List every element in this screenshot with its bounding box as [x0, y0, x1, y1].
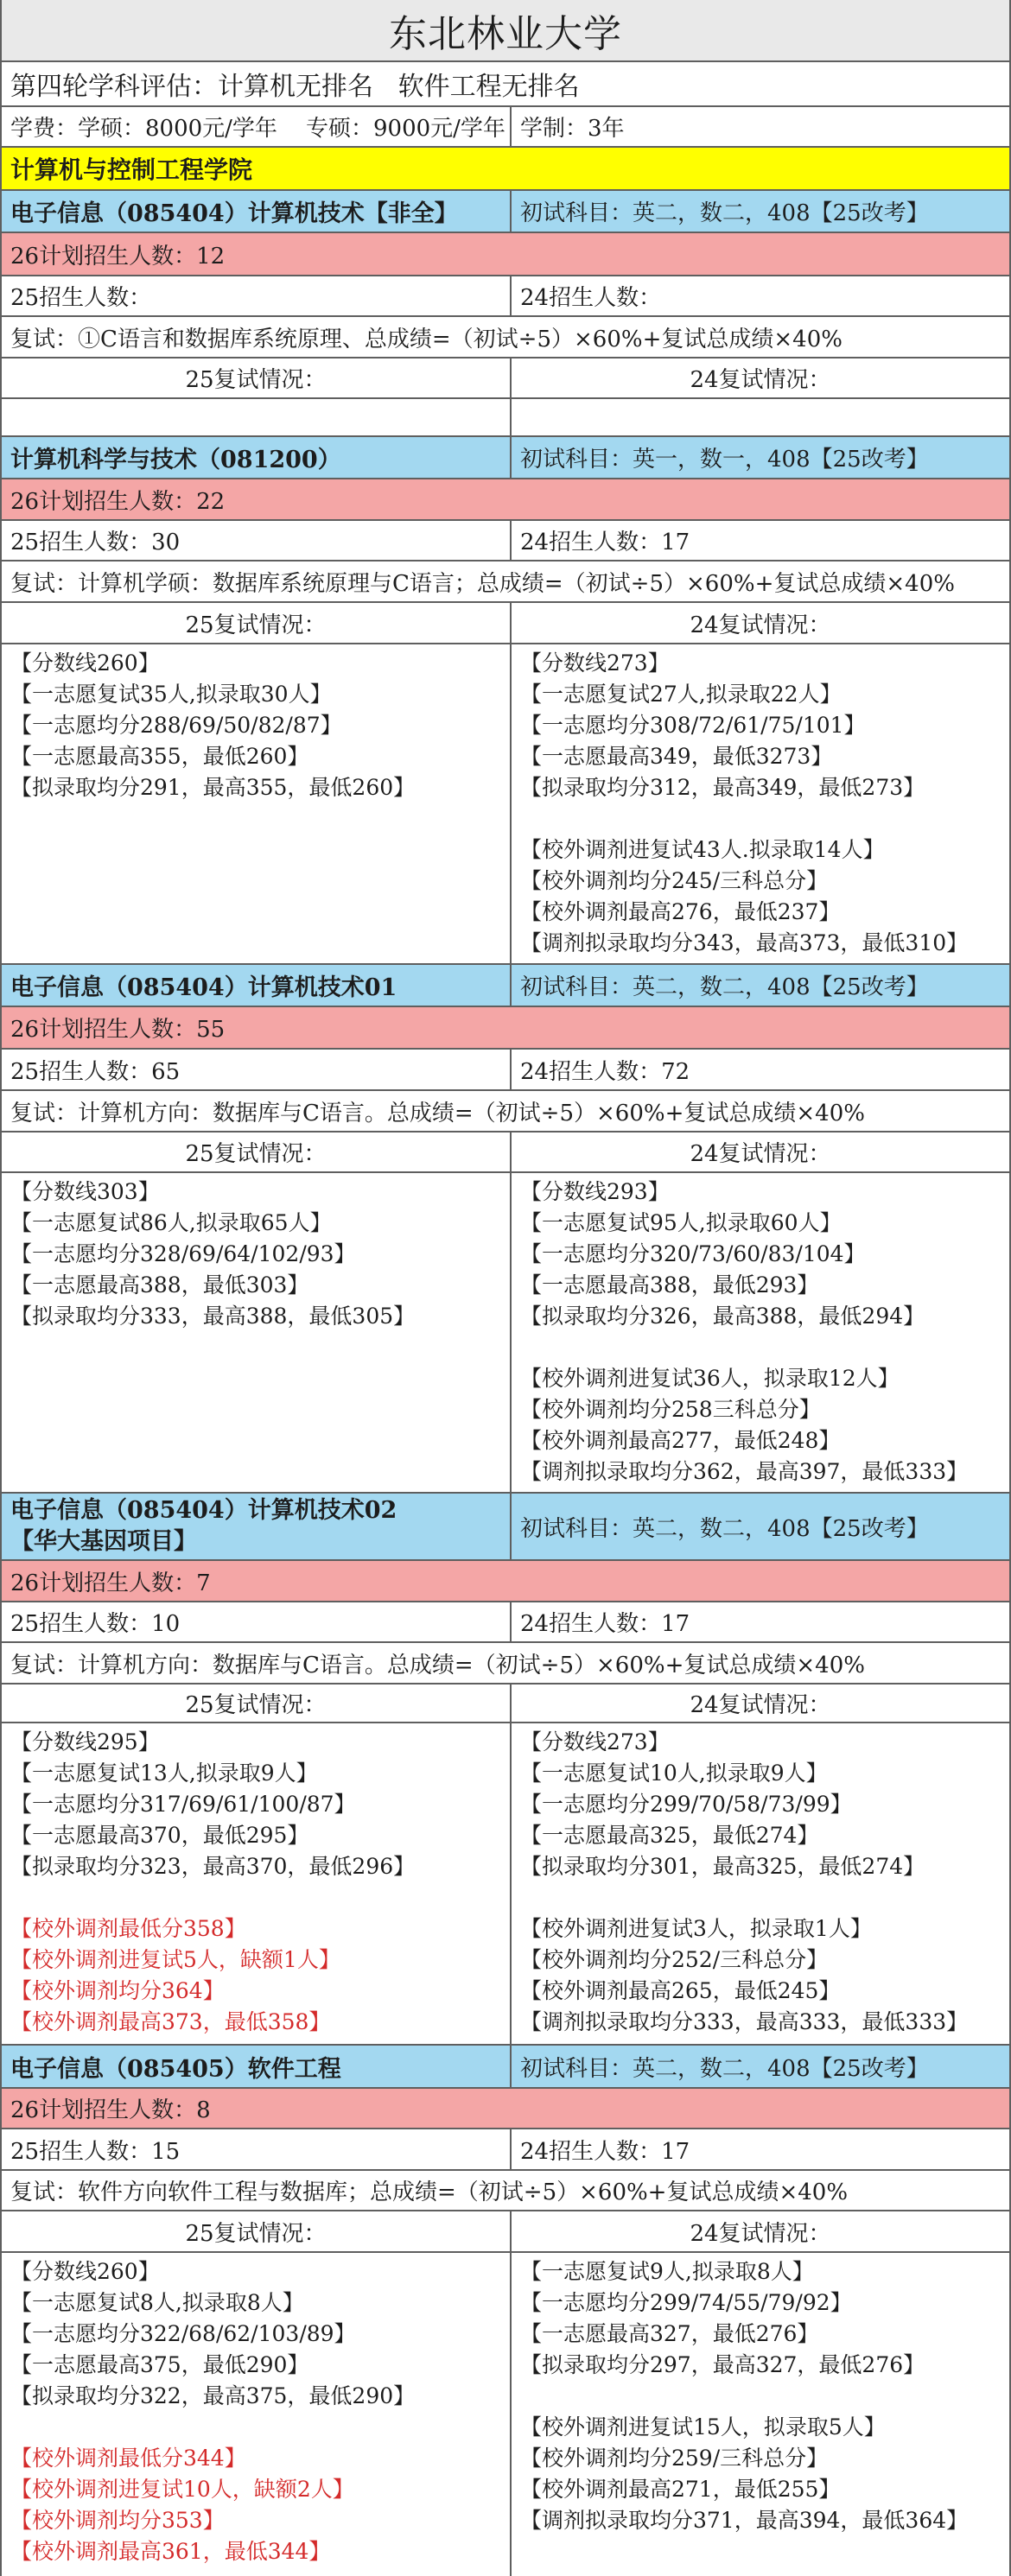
- retest-info: 复试：计算机方向：数据库与C语言。总成绩=（初试÷5）×60%+复试总成绩×40%: [10, 1100, 865, 1126]
- plan-2026: 26计划招生人数：12: [10, 243, 226, 270]
- retest-content-row: [0, 644, 1011, 965]
- discipline-ranking: 第四轮学科评估：计算机无排名 软件工程无排名: [10, 72, 580, 102]
- retest-info-row: [0, 1091, 1011, 1133]
- retest-line: 【拟录取均分312，最高349，最低273】: [520, 775, 925, 800]
- retest-line: 【拟录取均分297，最高327，最低276】: [520, 2352, 925, 2377]
- retest-line: 【一志愿最高355，最低260】: [10, 744, 309, 769]
- plan-2026: 26计划招生人数：8: [10, 2097, 211, 2123]
- retest-2024-list: [512, 2253, 1009, 2576]
- adjust-line: 【校外调剂最高276，最低237】: [520, 899, 841, 924]
- enroll-2024: 24招生人数：17: [520, 1611, 690, 1637]
- program-subtitle: 【华大基因项目】: [10, 1528, 197, 1555]
- retest-content-row: [0, 2253, 1011, 2576]
- retest-content-row: [0, 1173, 1011, 1494]
- retest-2024-label: 24复试情况：: [690, 2220, 831, 2247]
- program-header-row: [0, 965, 1011, 1007]
- enroll-2024: 24招生人数：: [520, 285, 662, 311]
- retest-2025-label: 25复试情况：: [2, 1685, 512, 1722]
- retest-2025-list: [2, 644, 512, 963]
- retest-header-row: [0, 1133, 1011, 1173]
- retest-2024-list: [512, 644, 1009, 963]
- plan-row: [0, 1007, 1011, 1050]
- exam-subjects: 初试科目：英二，数二，408【25改考】: [520, 1515, 929, 1542]
- adjust-line: 【校外调剂均分252/三科总分】: [520, 1947, 829, 1972]
- adjust-line-highlight: 【校外调剂最高373，最低358】: [10, 2009, 331, 2034]
- study-duration: 学制：3年: [520, 116, 625, 142]
- retest-2025-label: 25复试情况：: [2, 2211, 512, 2251]
- adjust-line: 【校外调剂均分258三科总分】: [520, 1397, 821, 1422]
- plan-row: [0, 479, 1011, 521]
- retest-info: 复试：①C语言和数据库系统原理、总成绩=（初试÷5）×60%+复试总成绩×40%: [10, 326, 842, 352]
- retest-2024-list: [512, 1723, 1009, 2044]
- retest-line: 【一志愿复试9人,拟录取8人】: [520, 2259, 814, 2284]
- retest-line: 【拟录取均分326，最高388，最低294】: [520, 1304, 925, 1329]
- adjust-line-highlight: 【校外调剂进复试10人，缺额2人】: [10, 2477, 354, 2502]
- university-title: 东北林业大学: [389, 12, 622, 56]
- program-header-row: [0, 191, 1011, 233]
- enroll-2025: 25招生人数：10: [2, 1602, 512, 1641]
- retest-info-row: [0, 1643, 1011, 1685]
- retest-line: 【分数线295】: [10, 1729, 160, 1754]
- adjust-line: 【调剂拟录取均分333，最高333，最低333】: [520, 2009, 969, 2034]
- college-name: 计算机与控制工程学院: [10, 155, 253, 184]
- enroll-row: [0, 2129, 1011, 2171]
- retest-header-row: [0, 358, 1011, 399]
- retest-2025-list: [2, 399, 512, 435]
- exam-subjects: 初试科目：英二，数二，408【25改考】: [520, 200, 929, 226]
- retest-info: 复试：计算机方向：数据库与C语言。总成绩=（初试÷5）×60%+复试总成绩×40%: [10, 1652, 865, 1678]
- enroll-row: [0, 1602, 1011, 1643]
- retest-line: 【一志愿最高388，最低303】: [10, 1272, 309, 1298]
- retest-line: 【分数线260】: [10, 650, 160, 676]
- enroll-row: [0, 1050, 1011, 1091]
- adjust-line: 【校外调剂最高271，最低255】: [520, 2477, 841, 2502]
- retest-line: 【一志愿均分299/74/55/79/92】: [520, 2290, 852, 2315]
- retest-info-row: [0, 2171, 1011, 2211]
- adjust-line-highlight: 【校外调剂均分353】: [10, 2508, 225, 2533]
- retest-line: 【一志愿均分328/69/64/102/93】: [10, 1241, 356, 1266]
- retest-line: 【拟录取均分323，最高370，最低296】: [10, 1854, 416, 1879]
- retest-2024-label: 24复试情况：: [690, 367, 831, 393]
- program-header-row: [0, 1494, 1011, 1561]
- plan-2026: 26计划招生人数：22: [10, 488, 226, 515]
- program-name: 电子信息（085404）计算机技术01: [2, 965, 512, 1006]
- retest-line: 【拟录取均分322，最高375，最低290】: [10, 2383, 416, 2408]
- adjust-line: 【调剂拟录取均分362，最高397，最低333】: [520, 1459, 969, 1484]
- retest-line: 【一志愿均分288/69/50/82/87】: [10, 713, 342, 738]
- adjust-line: 【调剂拟录取均分343，最高373，最低310】: [520, 930, 969, 955]
- program-name: 计算机科学与技术（081200）: [2, 437, 512, 478]
- retest-content-row: [0, 1723, 1011, 2046]
- enroll-2024: 24招生人数：17: [520, 530, 690, 555]
- program-name: 电子信息（085405）软件工程: [2, 2046, 512, 2087]
- retest-2025-list: [2, 1173, 512, 1492]
- retest-line: 【一志愿最高325，最低274】: [520, 1823, 819, 1848]
- retest-line: 【拟录取均分301，最高325，最低274】: [520, 1854, 925, 1879]
- retest-line: 【一志愿最高388，最低293】: [520, 1272, 819, 1298]
- adjust-line: 【调剂拟录取均分371，最高394，最低364】: [520, 2508, 969, 2533]
- retest-2025-label: 25复试情况：: [2, 603, 512, 643]
- title-row: [0, 0, 1011, 62]
- retest-line: 【分数线273】: [520, 650, 670, 676]
- retest-2024-label: 24复试情况：: [690, 1141, 831, 1167]
- retest-info-row: [0, 562, 1011, 603]
- retest-line: 【一志愿均分308/72/61/75/101】: [520, 713, 866, 738]
- retest-line: 【一志愿复试27人,拟录取22人】: [520, 682, 842, 707]
- exam-subjects: 初试科目：英二，数二，408【25改考】: [520, 974, 929, 1000]
- adjust-line: 【校外调剂进复试15人，拟录取5人】: [520, 2414, 886, 2440]
- adjust-line: 【校外调剂进复试36人，拟录取12人】: [520, 1366, 900, 1391]
- retest-line: 【拟录取均分291，最高355，最低260】: [10, 775, 416, 800]
- retest-info: 复试：软件方向软件工程与数据库；总成绩=（初试÷5）×60%+复试总成绩×40%: [10, 2179, 849, 2205]
- retest-content-row: [0, 399, 1011, 437]
- retest-line: 【一志愿复试86人,拟录取65人】: [10, 1210, 332, 1235]
- adjust-line: 【校外调剂进复试3人，拟录取1人】: [520, 1916, 872, 1941]
- retest-info: 复试：计算机学硕：数据库系统原理与C语言；总成绩=（初试÷5）×60%+复试总成绩×40%: [10, 570, 955, 597]
- tuition-row: [0, 107, 1011, 148]
- adjust-line-highlight: 【校外调剂最低分344】: [10, 2446, 246, 2471]
- retest-line: 【拟录取均分333，最高388，最低305】: [10, 1304, 416, 1329]
- adjust-line: 【校外调剂进复试43人.拟录取14人】: [520, 837, 885, 862]
- college-row: [0, 148, 1011, 191]
- plan-2026: 26计划招生人数：55: [10, 1017, 226, 1043]
- retest-header-row: [0, 1685, 1011, 1723]
- adjust-line: 【校外调剂均分245/三科总分】: [520, 868, 829, 893]
- program-name: 电子信息（085404）计算机技术02: [10, 1497, 397, 1524]
- adjust-line-highlight: 【校外调剂最高361，最低344】: [10, 2539, 331, 2564]
- retest-line: 【一志愿均分317/69/61/100/87】: [10, 1792, 356, 1817]
- retest-line: 【一志愿复试8人,拟录取8人】: [10, 2290, 304, 2315]
- tuition: 学费：学硕：8000元/学年 专硕：9000元/学年: [2, 107, 512, 146]
- adjust-line: 【校外调剂最高277，最低248】: [520, 1428, 841, 1453]
- retest-2025-list: [2, 2253, 512, 2576]
- retest-line: 【一志愿均分322/68/62/103/89】: [10, 2321, 356, 2346]
- adjust-line: 【校外调剂均分259/三科总分】: [520, 2446, 829, 2471]
- retest-line: 【一志愿复试35人,拟录取30人】: [10, 682, 332, 707]
- retest-2024-list: [512, 399, 1009, 435]
- enroll-2025: 25招生人数：15: [2, 2129, 512, 2169]
- enroll-row: [0, 521, 1011, 562]
- retest-line: 【一志愿均分299/70/58/73/99】: [520, 1792, 852, 1817]
- retest-line: 【一志愿最高375，最低290】: [10, 2352, 309, 2377]
- retest-2025-label: 25复试情况：: [2, 358, 512, 397]
- adjust-line-highlight: 【校外调剂最低分358】: [10, 1916, 246, 1941]
- plan-row: [0, 233, 1011, 276]
- exam-subjects: 初试科目：英一，数一，408【25改考】: [520, 447, 929, 473]
- program-header-row: [0, 437, 1011, 479]
- retest-info-row: [0, 317, 1011, 358]
- retest-2025-label: 25复试情况：: [2, 1133, 512, 1171]
- retest-line: 【分数线303】: [10, 1179, 160, 1204]
- program-name: 电子信息（085404）计算机技术【非全】: [2, 191, 512, 232]
- plan-row: [0, 2089, 1011, 2129]
- enroll-2025: 25招生人数：: [2, 276, 512, 315]
- retest-line: 【一志愿均分320/73/60/83/104】: [520, 1241, 866, 1266]
- program-header-row: [0, 2046, 1011, 2089]
- retest-line: 【一志愿最高370，最低295】: [10, 1823, 309, 1848]
- plan-row: [0, 1561, 1011, 1602]
- retest-header-row: [0, 2211, 1011, 2253]
- enroll-2025: 25招生人数：65: [2, 1050, 512, 1089]
- retest-line: 【分数线273】: [520, 1729, 670, 1754]
- retest-line: 【一志愿复试13人,拟录取9人】: [10, 1761, 318, 1786]
- retest-2024-list: [512, 1173, 1009, 1492]
- adjust-line-highlight: 【校外调剂进复试5人，缺额1人】: [10, 1947, 340, 1972]
- enroll-2025: 25招生人数：30: [2, 521, 512, 560]
- program-name-block: [2, 1494, 512, 1559]
- retest-2025-list: [2, 1723, 512, 2044]
- retest-header-row: [0, 603, 1011, 644]
- retest-line: 【一志愿复试95人,拟录取60人】: [520, 1210, 842, 1235]
- enroll-2024: 24招生人数：17: [520, 2138, 690, 2165]
- retest-line: 【一志愿最高327，最低276】: [520, 2321, 819, 2346]
- ranking-row: [0, 62, 1011, 107]
- retest-line: 【一志愿复试10人,拟录取9人】: [520, 1761, 828, 1786]
- exam-subjects: 初试科目：英二，数二，408【25改考】: [520, 2055, 929, 2082]
- adjust-line: 【校外调剂最高265，最低245】: [520, 1978, 841, 2003]
- retest-line: 【分数线260】: [10, 2259, 160, 2284]
- enroll-2024: 24招生人数：72: [520, 1058, 690, 1085]
- retest-line: 【一志愿最高349，最低3273】: [520, 744, 833, 769]
- adjust-line-highlight: 【校外调剂均分364】: [10, 1978, 225, 2003]
- retest-line: 【分数线293】: [520, 1179, 670, 1204]
- plan-2026: 26计划招生人数：7: [10, 1570, 211, 1596]
- retest-2024-label: 24复试情况：: [690, 1692, 831, 1718]
- enroll-row: [0, 276, 1011, 317]
- retest-2024-label: 24复试情况：: [690, 612, 831, 638]
